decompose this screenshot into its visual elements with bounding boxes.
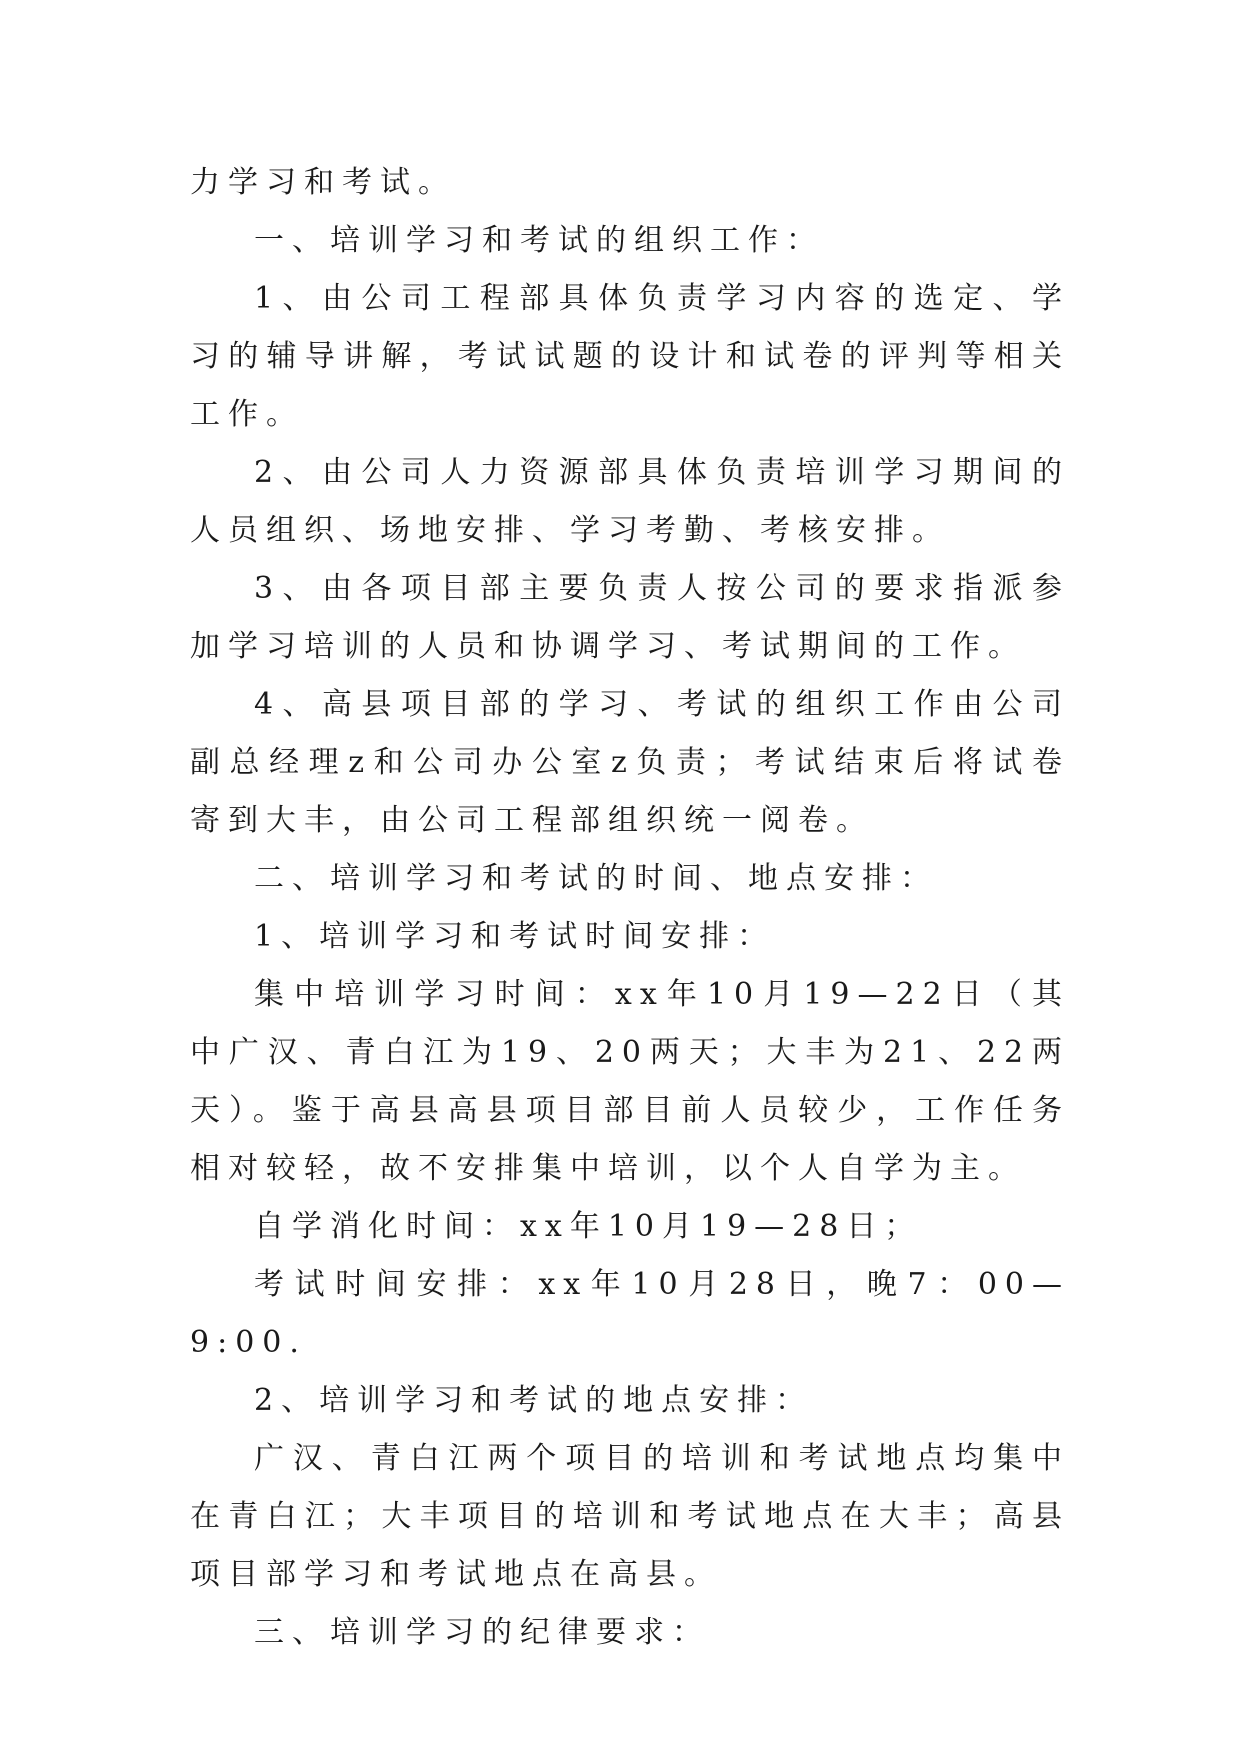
paragraph-item-3: 3、由各项目部主要负责人按公司的要求指派参加学习培训的人员和协调学习、考试期间的工作。 xyxy=(190,571,1070,664)
paragraph-training-time: 集中培训学习时间：xx年10月19—22日（其中广汉、青白江为19、20两天；大丰为21、22两天）。鉴于高县高县项目部目前人员较少，工作任务相对较轻，故不安排集中培训，以个人自学为主。 xyxy=(190,977,1070,1186)
section-heading-time-place: 二、培训学习和考试的时间、地点安排： xyxy=(254,861,938,896)
subheading-place: 2、培训学习和考试的地点安排： xyxy=(254,1383,814,1418)
paragraph-item-2: 2、由公司人力资源部具体负责培训学习期间的人员组织、场地安排、学习考勤、考核安排。 xyxy=(190,455,1070,548)
document-page xyxy=(190,154,1070,1662)
paragraph-continuation: 力学习和考试。 xyxy=(190,165,456,200)
paragraph-exam-time: 考试时间安排：xx年10月28日，晚7：00—9:00. xyxy=(190,1267,1070,1360)
paragraph-item-1: 1、由公司工程部具体负责学习内容的选定、学习的辅导讲解，考试试题的设计和试卷的评判等相关工作。 xyxy=(190,281,1070,432)
section-heading-discipline: 三、培训学习的纪律要求： xyxy=(254,1615,710,1650)
paragraph-item-4: 4、高县项目部的学习、考试的组织工作由公司副总经理z和公司办公室z负责；考试结束后将试卷寄到大丰，由公司工程部组织统一阅卷。 xyxy=(190,687,1070,838)
paragraph-self-study-time: 自学消化时间：xx年10月19—28日； xyxy=(254,1209,923,1244)
subheading-time: 1、培训学习和考试时间安排： xyxy=(254,919,776,954)
paragraph-place: 广汉、青白江两个项目的培训和考试地点均集中在青白江；大丰项目的培训和考试地点在大丰；高县项目部学习和考试地点在高县。 xyxy=(190,1441,1070,1592)
section-heading-organization: 一、培训学习和考试的组织工作： xyxy=(254,223,824,258)
